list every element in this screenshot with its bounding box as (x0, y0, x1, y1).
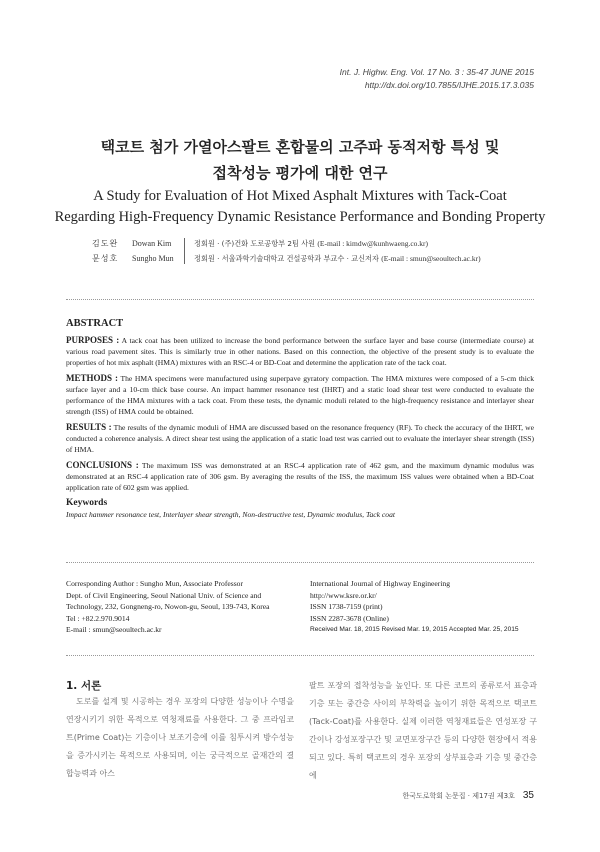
corr-line: Dept. of Civil Engineering, Seoul National Univ. of Science and (66, 590, 262, 600)
corr-line: Tel : +82.2.970.9014 (66, 613, 130, 623)
author-email: (E-mail : smun@seoultech.ac.kr) (381, 254, 481, 263)
title-english (40, 186, 560, 228)
submission-dates: Received Mar. 18, 2015 Revised Mar. 19, 2015 Accepted Mar. 25, 2015 (310, 626, 519, 634)
journal-doi: http://dx.doi.org/10.7855/IJHE.2015.17.3.035 (364, 80, 534, 90)
divider-top (66, 299, 534, 300)
journal-info-line: ISSN 1738-7159 (print) (310, 602, 383, 612)
author-affiliation-text: 정회원 · 서울과학기술대학교 건설공학과 부교수 · 교신저자 (194, 254, 379, 263)
divider-middle (66, 562, 534, 563)
purposes-text: A tack coat has been utilized to increase the bond performance between the surface layer and base course (intermediate course) at various road pavement sites. This is similarly true in other nations. Based on this connection, the objective of the present study is to evaluate the properties of hot mix asphalt (HMA) mixtures with an RSC-4 or BD-Coat and determine the application rate of the tack coat. (66, 336, 534, 367)
purposes-label: PURPOSES : (66, 335, 120, 345)
author-name-en: Dowan Kim (132, 239, 172, 248)
keywords-heading: Keywords (66, 498, 108, 508)
results-label: RESULTS : (66, 422, 112, 432)
author-list (92, 236, 481, 266)
abstract-results (66, 422, 534, 455)
journal-info-line: International Journal of Highway Engineering (310, 579, 451, 588)
methods-text: The HMA specimens were manufactured using superpave gyratory compaction. The HMA mixtures were composed of a 5-cm thick surface layer and a 10-cm thick base course. An impact hammer resonance test (IHRT) and a static load shear test were conducted to evaluate the performance of the HMA mixtures with a tack coat. From these tests, the dynamic moduli related to the high-frequency resistance and interlayer shear strength (ISS) of HMA could be obtained. (66, 374, 534, 416)
abstract (66, 318, 534, 520)
title-korean-line1: 택코트 첨가 가열아스팔트 혼합물의 고주파 동적저항 특성 및 (100, 138, 500, 156)
section-heading: 1. 서론 (66, 680, 102, 692)
author-name-ko: 김도완 (92, 239, 119, 248)
body-column-left: 도로를 설계 및 시공하는 경우 포장의 다양한 성능이나 수명을 연장시키기 위한 목적으로 역청재료를 사용한다. 그 중 프라임코트(Prime Coat)는 기층이나 보조기층에 이를 침투시켜 방수성능을 증가시키는 목적으로 사용되며, 이는 궁극적으로 골재간의 결합능력과 아스 (66, 697, 294, 778)
author-affiliation (178, 236, 428, 251)
conclusions-label: CONCLUSIONS : (66, 460, 139, 470)
corr-line: Technology, 232, Gongneng-ro, Nowon-gu, Seoul, 139-743, Korea (66, 602, 270, 612)
abstract-purposes (66, 335, 534, 368)
author-affiliation (178, 251, 481, 266)
corr-line: Corresponding Author : Sungho Mun, Associate Professor (66, 579, 243, 588)
methods-label: METHODS : (66, 373, 118, 383)
body-column-right: 팔트 포장의 접착성능을 높인다. 또 다른 코트의 종류로서 표층과 기층 또는 중간층 사이의 부착력을 높이기 위한 목적으로 택코트(Tack-Coat)를 사용한다. 실제 이러한 역청재료들은 연성포장 구간이나 강성포장구간 및 교면포장구간 등의 다양한 현장에서 적용되고 있다. 특히 택코트의 경우 포장의 상부표층과 기층 및 중간층에 (309, 681, 537, 780)
page-number: 35 (522, 790, 534, 801)
page-footer (402, 790, 534, 801)
corresponding-author (66, 578, 296, 636)
author-name-ko: 문성호 (92, 254, 119, 263)
conclusions-text: The maximum ISS was demonstrated at an RSC-4 application rate of 462 gsm, and the maximum dynamic modulus was demonstrated at an RSC-4 application rate of 306 gsm. By averaging the results of the ISS, the maximum ISS values were obtained when a BD-Coat application rate of 602 gsm was applied. (66, 461, 535, 492)
title-korean (40, 134, 560, 186)
title-korean-line2: 접착성능 평가에 대한 연구 (212, 164, 388, 182)
journal-url: http://www.ksre.or.kr/ (310, 590, 377, 600)
author-affiliation-text: 정회원 · (주)건화 도로공항부 2팀 사원 (194, 239, 316, 248)
divider-bottom (66, 655, 534, 656)
title-english-line2: Regarding High-Frequency Dynamic Resistance Performance and Bonding Property (54, 209, 546, 225)
author-name-en: Sungho Mun (132, 254, 174, 263)
journal-citation: Int. J. Highw. Eng. Vol. 17 No. 3 : 35-47 JUNE 2015 (339, 67, 534, 77)
abstract-heading: ABSTRACT (66, 318, 124, 329)
journal-info-line: ISSN 2287-3678 (Online) (310, 613, 389, 623)
journal-header (340, 66, 534, 92)
author-row (92, 251, 481, 266)
abstract-methods (66, 373, 534, 417)
corr-email: E-mail : smun@seoultech.ac.kr (66, 625, 162, 635)
footer-journal: 한국도로학회 논문집 · 제17권 제3호 (402, 792, 515, 800)
title-english-line1: A Study for Evaluation of Hot Mixed Asphalt Mixtures with Tack-Coat (93, 188, 507, 204)
results-text: The results of the dynamic moduli of HMA are discussed based on the resonance frequency (RF). To check the accuracy of the IHRT, we conducted a coherence analysis. A direct shear test using the application of a static load test was carried out to evaluate the interlayer shear strength (ISS) of HMA. (66, 423, 534, 454)
journal-info (310, 578, 540, 636)
author-divider (184, 238, 185, 264)
abstract-conclusions (66, 460, 534, 493)
author-email: (E-mail : kimdw@kunhwaeng.co.kr) (317, 239, 429, 248)
keywords-text: Impact hammer resonance test, Interlayer shear strength, Non-destructive test, Dynamic modulus, Tack coat (66, 510, 396, 519)
author-row (92, 236, 481, 251)
